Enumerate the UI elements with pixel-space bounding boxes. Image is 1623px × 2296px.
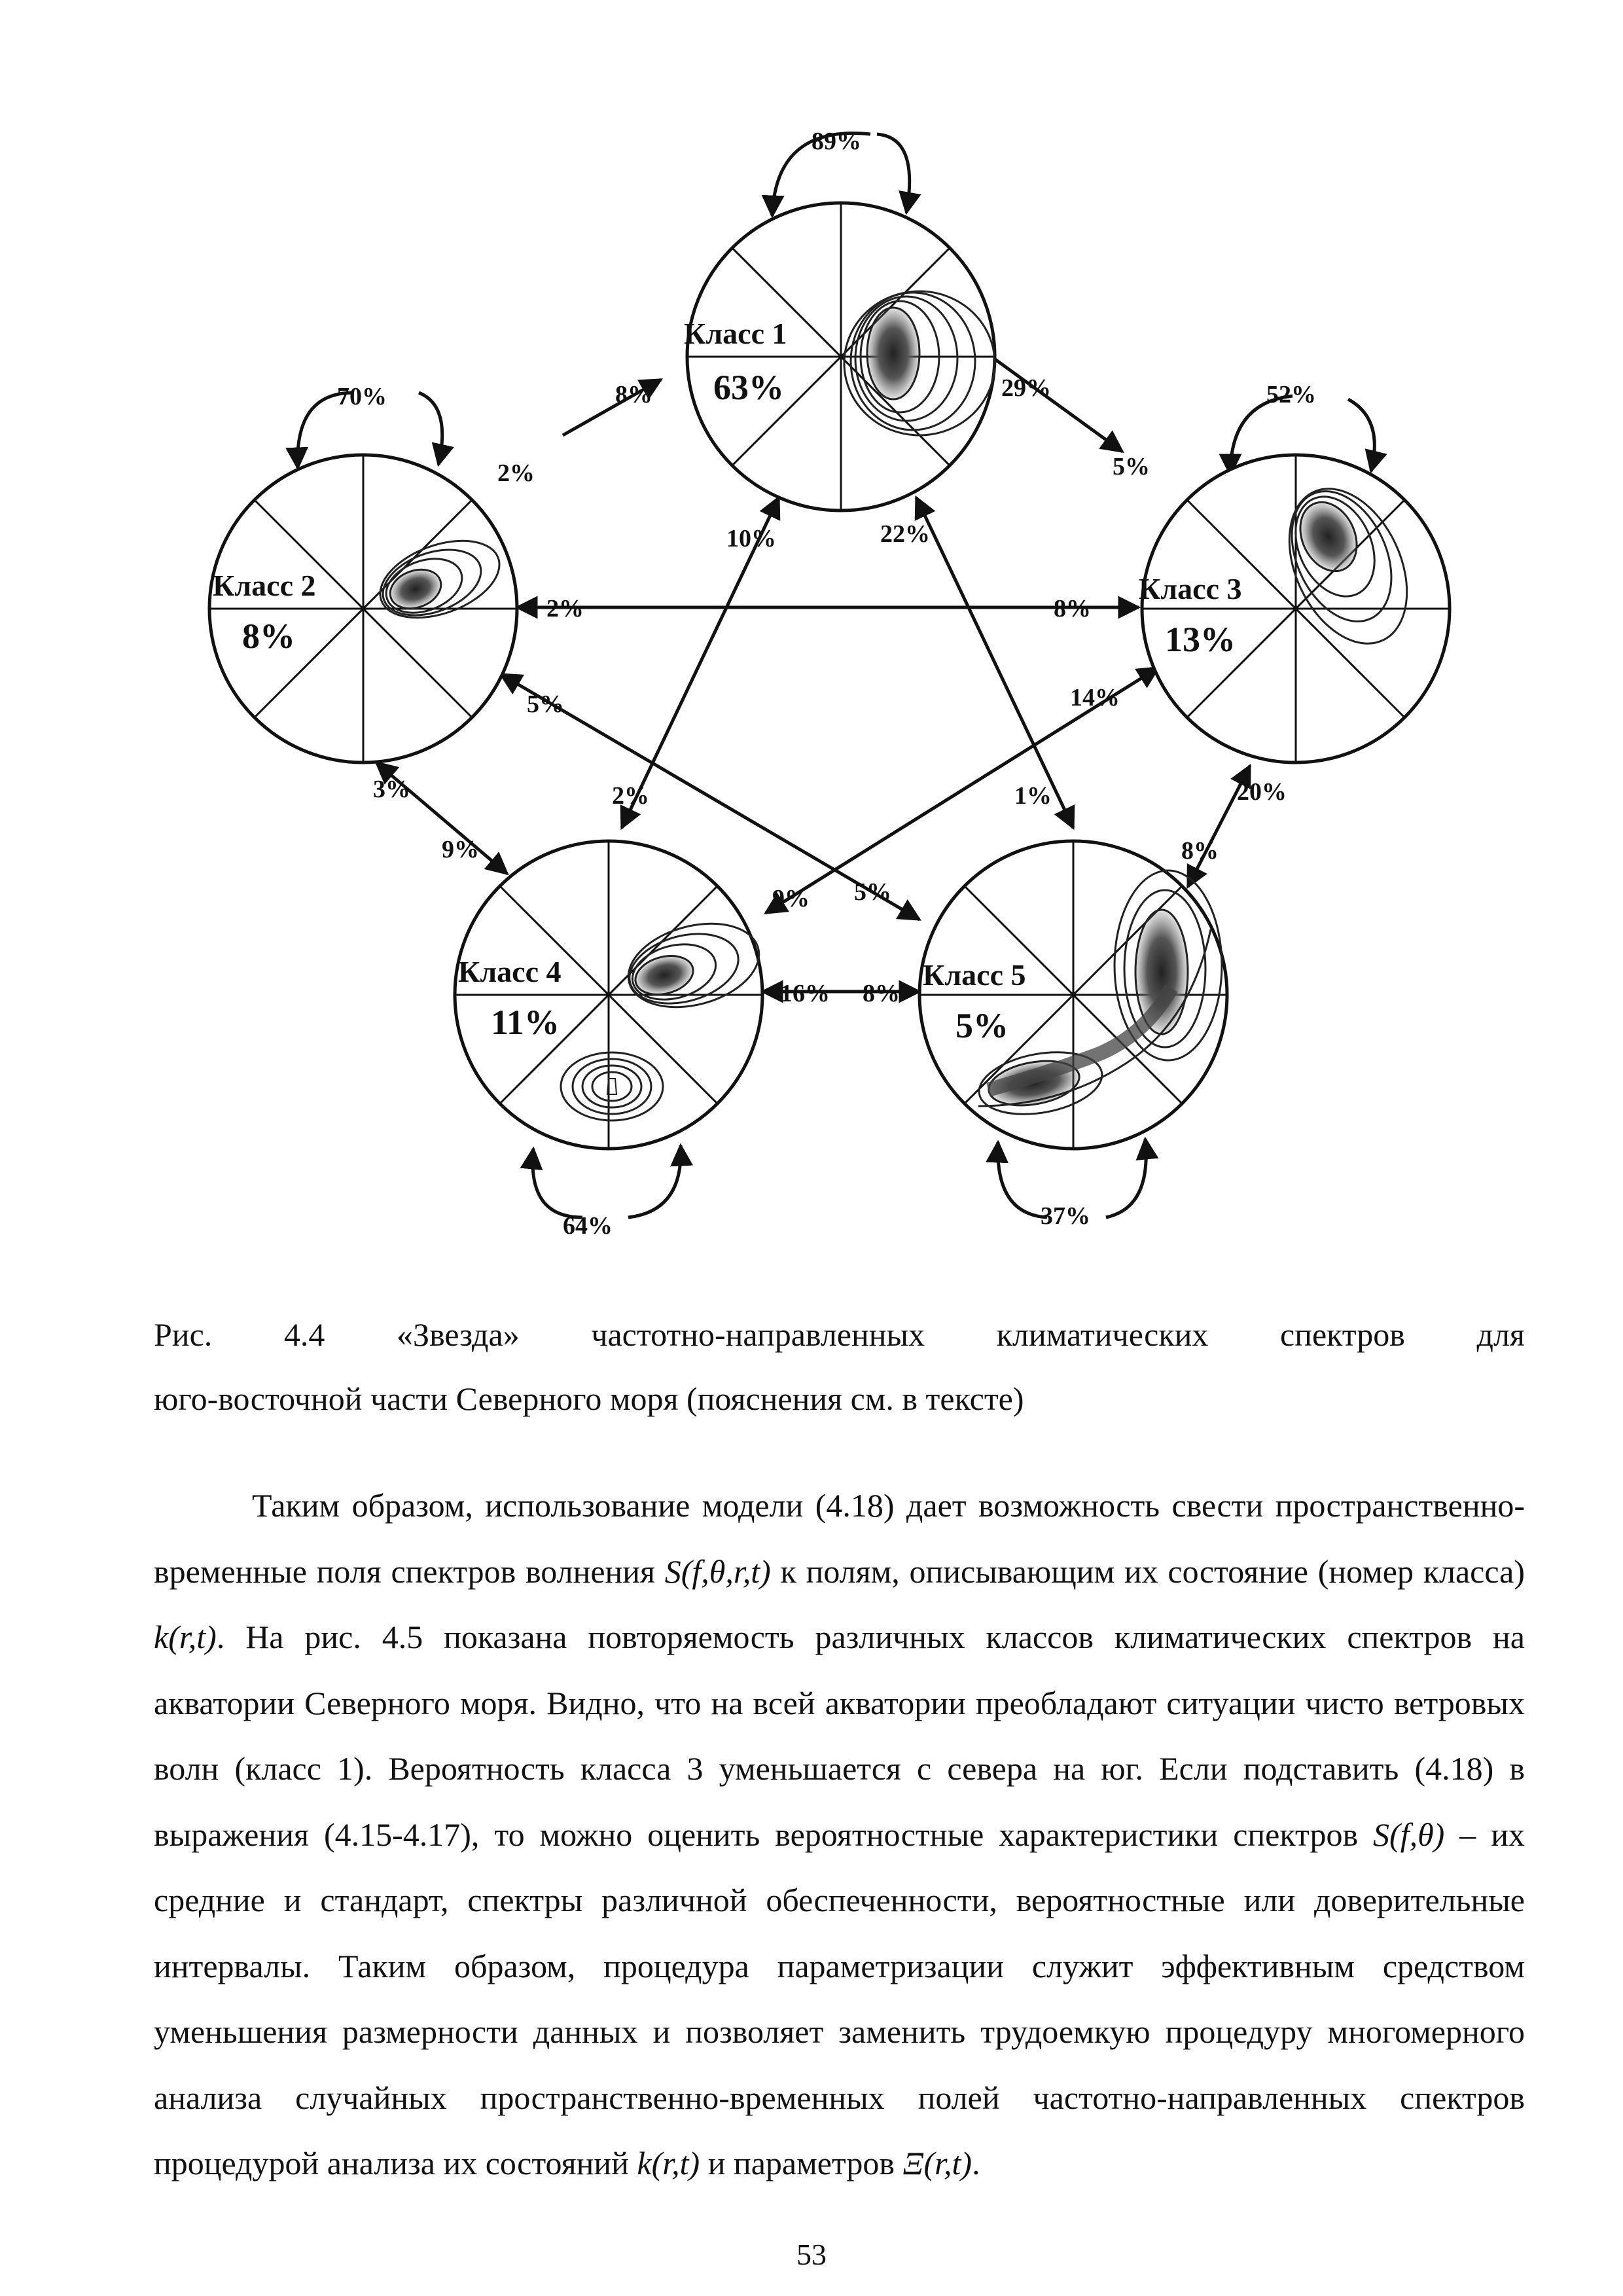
c1-to-c5-label: 1% xyxy=(1014,782,1052,810)
class-2-share: 8% xyxy=(242,617,295,656)
c3-to-c1-label: 29% xyxy=(1001,374,1051,402)
caption-line-1 xyxy=(154,1302,1525,1367)
c3-to-c4-label: 9% xyxy=(772,885,810,912)
formula-parameters: Ξ(r,t) xyxy=(902,2145,972,2181)
c4-to-c1-label: 10% xyxy=(726,525,776,552)
self-loop-c1-label: 89% xyxy=(812,128,861,155)
body-paragraph xyxy=(154,1473,1525,2197)
body-text-1: Таким образом, использование модели (4.18) дает возможность свести пространственно-временные поля спектров волнения xyxy=(154,1487,1525,1590)
figure-caption xyxy=(154,1302,1525,1431)
formula-spectrum-full: S(f,θ,r,t) xyxy=(664,1552,771,1590)
c2-to-c4-label: 9% xyxy=(442,836,479,863)
class-5-label: Класс 5 xyxy=(923,958,1026,992)
self-loop-c5-label: 37% xyxy=(1041,1202,1090,1230)
caption-word-2: частотно-направленных xyxy=(591,1316,925,1353)
c2-to-c3-label: 8% xyxy=(1054,595,1091,622)
class-1-label: Класс 1 xyxy=(684,317,787,350)
class-4-label: Класс 4 xyxy=(458,955,562,988)
class-5-share: 5% xyxy=(955,1006,1008,1045)
c4-to-c5-label: 8% xyxy=(863,980,900,1007)
c2-to-c5-label: 5% xyxy=(854,878,891,906)
class-4-share: 11% xyxy=(491,1003,560,1042)
self-loop-c2-label: 70% xyxy=(337,383,387,410)
c4-to-c3-label: 14% xyxy=(1070,684,1120,711)
body-text-5: и параметров xyxy=(700,2145,903,2181)
c4-to-c2-label: 3% xyxy=(373,776,410,803)
c5-to-c1-label: 22% xyxy=(880,520,930,548)
formula-spectrum: S(f,θ) xyxy=(1373,1816,1445,1853)
body-text-6: . xyxy=(972,2145,980,2181)
class-2-label: Класс 2 xyxy=(213,569,316,602)
self-loop-c3-label: 52% xyxy=(1266,381,1316,408)
c3-to-c5-label: 8% xyxy=(1181,837,1219,865)
class-2-node xyxy=(209,455,517,762)
class-3-label: Класс 3 xyxy=(1139,572,1242,605)
caption-label: Рис. xyxy=(154,1316,213,1353)
formula-state-2: k(r,t) xyxy=(637,2145,700,2181)
self-loop-c4-label: 64% xyxy=(563,1212,613,1240)
c5-to-c4-label: 16% xyxy=(780,980,830,1007)
class-1-node xyxy=(684,203,995,511)
class-5-node xyxy=(919,841,1227,1149)
c1-to-c2-label: 2% xyxy=(497,459,535,487)
c2-to-c1-label: 8% xyxy=(615,381,652,408)
caption-word-5: для xyxy=(1476,1316,1525,1353)
class-3-share: 13% xyxy=(1165,620,1236,659)
c1-to-c3-label: 5% xyxy=(1113,453,1150,480)
c3-to-c2-label: 2% xyxy=(546,595,584,622)
caption-word-1: «Звезда» xyxy=(397,1316,520,1353)
formula-state: k(r,t) xyxy=(154,1619,217,1655)
class-4-node xyxy=(455,841,768,1149)
body-text-3: . На рис. 4.5 показана повторяемость различных классов климатических спектров на акватории Северного моря. Видно, что на всей акватории преобладают ситуации чисто ветровых волн (класс 1). Вероятность класса 3 уменьшается с севера на юг. Если подставить (4.18) в выражения (4.15-4.17), то можно оценить вероятностные характеристики спектров xyxy=(154,1619,1525,1853)
class-3-node xyxy=(1139,455,1450,762)
caption-word-3: климатических xyxy=(996,1316,1209,1353)
page-number: 53 xyxy=(796,2238,827,2271)
c1-to-c4-label: 2% xyxy=(612,782,649,810)
caption-word-4: спектров xyxy=(1280,1316,1405,1353)
caption-number: 4.4 xyxy=(283,1316,325,1353)
body-text-4: – их средние и стандарт, спектры различной обеспеченности, вероятностные или доверительные интервалы. Таким образом, процедура параметризации служит эффективным средством уменьшения размерности данных и позволяет заменить трудоемкую процедуру многомерного анализа случайных пространственно-временных полей частотно-направленных спектров процедурой анализа их состояний xyxy=(154,1816,1525,2181)
c5-to-c3-label: 20% xyxy=(1237,778,1287,806)
class-1-share: 63% xyxy=(713,368,784,407)
c5-to-c2-label: 5% xyxy=(527,691,564,718)
body-text-2: к полям, описывающим их состояние (номер класса) xyxy=(770,1552,1525,1590)
caption-line-2: юго-восточной части Северного моря (пояснения см. в тексте) xyxy=(154,1380,1024,1417)
